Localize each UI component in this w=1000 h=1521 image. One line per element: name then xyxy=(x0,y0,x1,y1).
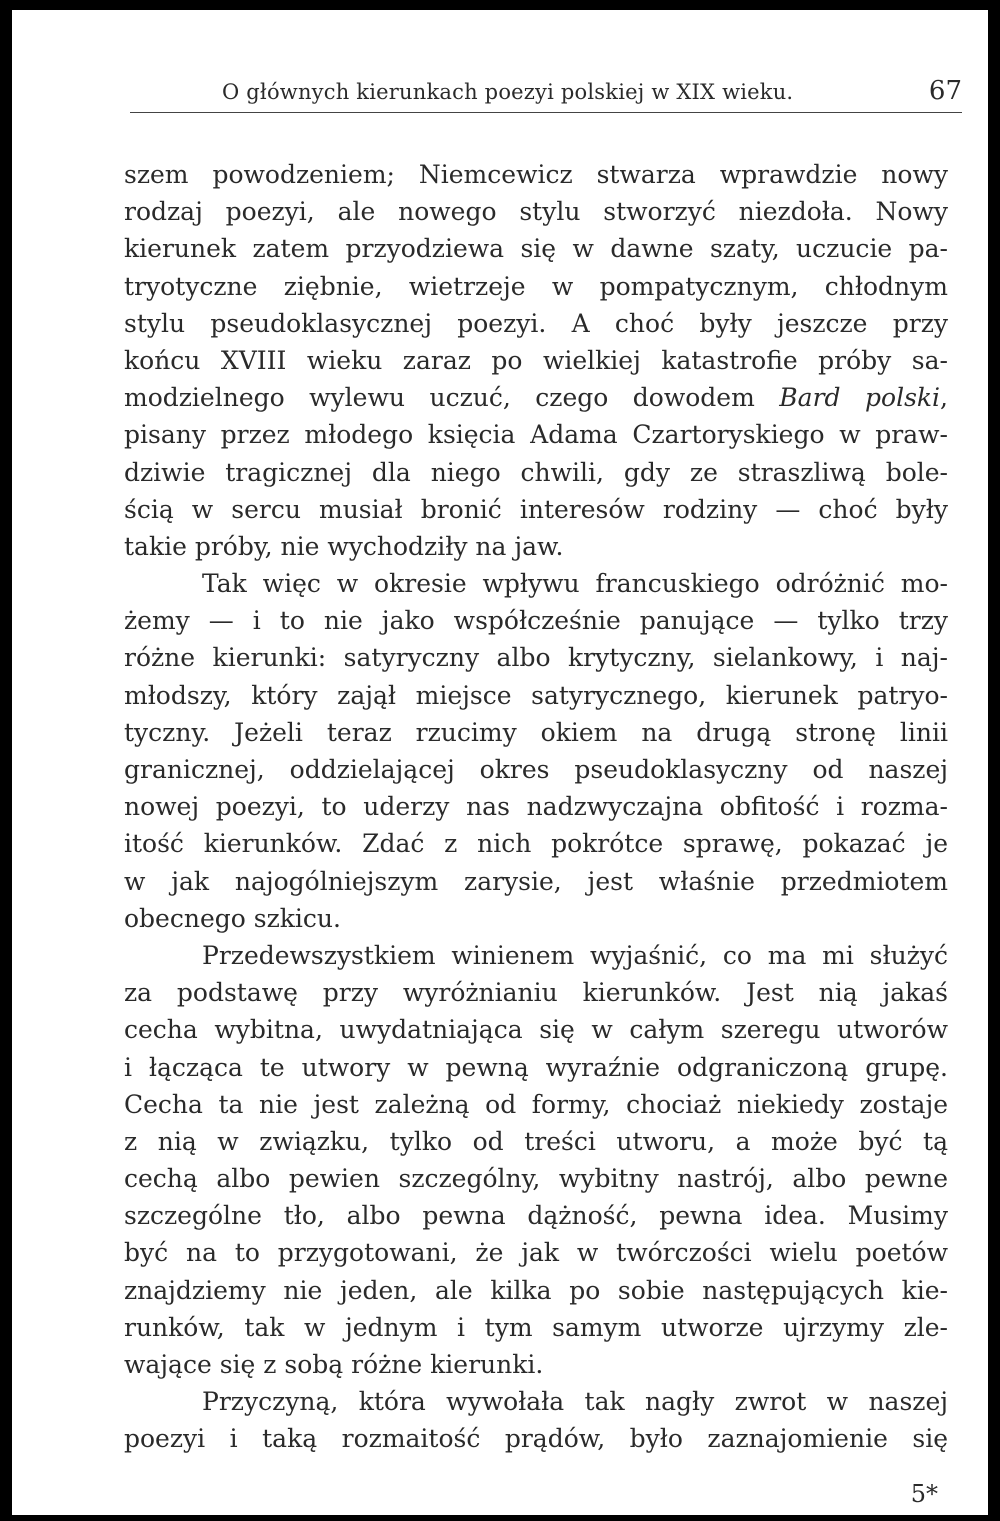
text-line: końcu XVIII wieku zaraz po wielkiej katastrofie próby sa- xyxy=(124,345,948,375)
text-line: rodzaj poezyi, ale nowego stylu stworzyć niezdoła. Nowy xyxy=(124,197,948,227)
text-line: Przedewszystkiem winienem wyjaśnić, co ma mi służyć xyxy=(202,940,948,970)
text-line: dziwie tragicznej dla niego chwili, gdy ze straszliwą bole- xyxy=(124,457,948,487)
body-text xyxy=(124,156,948,1458)
text-line: takie próby, nie wychodziły na jaw. xyxy=(124,531,564,561)
text-line: i łącząca te utwory w pewną wyraźnie odgraniczoną grupę. xyxy=(124,1052,948,1082)
text-line: runków, tak w jednym i tym samym utworze ujrzymy zle- xyxy=(124,1312,948,1342)
text-line: itość kierunków. Zdać z nich pokrótce sprawę, pokazać je xyxy=(124,829,948,859)
work-title-italic: Bard polski xyxy=(779,383,941,413)
text-line: być na to przygotowani, że jak w twórczości wielu poetów xyxy=(124,1238,948,1268)
text-line: pisany przez młodego księcia Adama Czartoryskiego w praw- xyxy=(124,420,948,450)
text-line: różne kierunki: satyryczny albo krytyczny, sielankowy, i naj- xyxy=(124,643,948,673)
text-line: znajdziemy nie jeden, ale kilka po sobie następujących kie- xyxy=(124,1275,948,1305)
text-line: kierunek zatem przyodziewa się w dawne szaty, uczucie pa- xyxy=(124,234,948,264)
text-line: obecnego szkicu. xyxy=(124,903,341,933)
page-header xyxy=(130,76,962,113)
text-line: Tak więc w okresie wpływu francuskiego odróżnić mo- xyxy=(202,569,948,599)
text-line: poezyi i taką rozmaitość prądów, było zaznajomienie się xyxy=(124,1424,948,1454)
text-line: w jak najogólniejszym zarysie, jest właśnie przedmiotem xyxy=(124,866,948,896)
text-line: nowej poezyi, to uderzy nas nadzwyczajna obfitość i rozma- xyxy=(124,792,948,822)
text-line: młodszy, który zajął miejsce satyrycznego, kierunek patryo- xyxy=(124,680,948,710)
text-line: tyczny. Jeżeli teraz rzucimy okiem na drugą stronę linii xyxy=(124,717,948,747)
text-line: Cecha ta nie jest zależną od formy, chociaż niekiedy zostaje xyxy=(124,1089,948,1119)
text-line: cechą albo pewien szczególny, wybitny nastrój, albo pewne xyxy=(124,1164,948,1194)
text-line: szczególne tło, albo pewna dążność, pewna idea. Musimy xyxy=(124,1201,948,1231)
line-text: , xyxy=(940,383,948,413)
text-line: z nią w związku, tylko od treści utworu, a może być tą xyxy=(124,1126,948,1156)
text-line: cecha wybitna, uwydatniająca się w całym szeregu utworów xyxy=(124,1015,948,1045)
running-title: O głównych kierunkach poezyi polskiej w XIX wieku. xyxy=(222,80,794,104)
text-line: granicznej, oddzielającej okres pseudoklasyczny od naszej xyxy=(124,755,948,784)
text-line: Przyczyną, która wywołała tak nagły zwrot w naszej xyxy=(202,1387,948,1417)
text-line: stylu pseudoklasycznej poezyi. A choć były jeszcze przy xyxy=(124,308,948,338)
text-line: tryotyczne ziębnie, wietrzeje w pompatycznym, chłodnym xyxy=(124,271,948,301)
text-line: wające się z sobą różne kierunki. xyxy=(124,1350,544,1379)
text-line: szem powodzeniem; Niemcewicz stwarza wprawdzie nowy xyxy=(124,160,948,189)
page-number: 67 xyxy=(928,76,962,106)
signature-mark: 5* xyxy=(910,1480,938,1508)
text-line: za podstawę przy wyróżnianiu kierunków. Jest nią jakaś xyxy=(124,978,948,1008)
book-page xyxy=(12,10,988,1515)
text-line: żemy — i to nie jako współcześnie panujące — tylko trzy xyxy=(124,606,948,636)
text-line: ścią w sercu musiał bronić interesów rodziny — choć były xyxy=(124,494,948,524)
text-line xyxy=(124,379,948,416)
line-text: modzielnego wylewu uczuć, czego dowodem xyxy=(124,383,780,413)
